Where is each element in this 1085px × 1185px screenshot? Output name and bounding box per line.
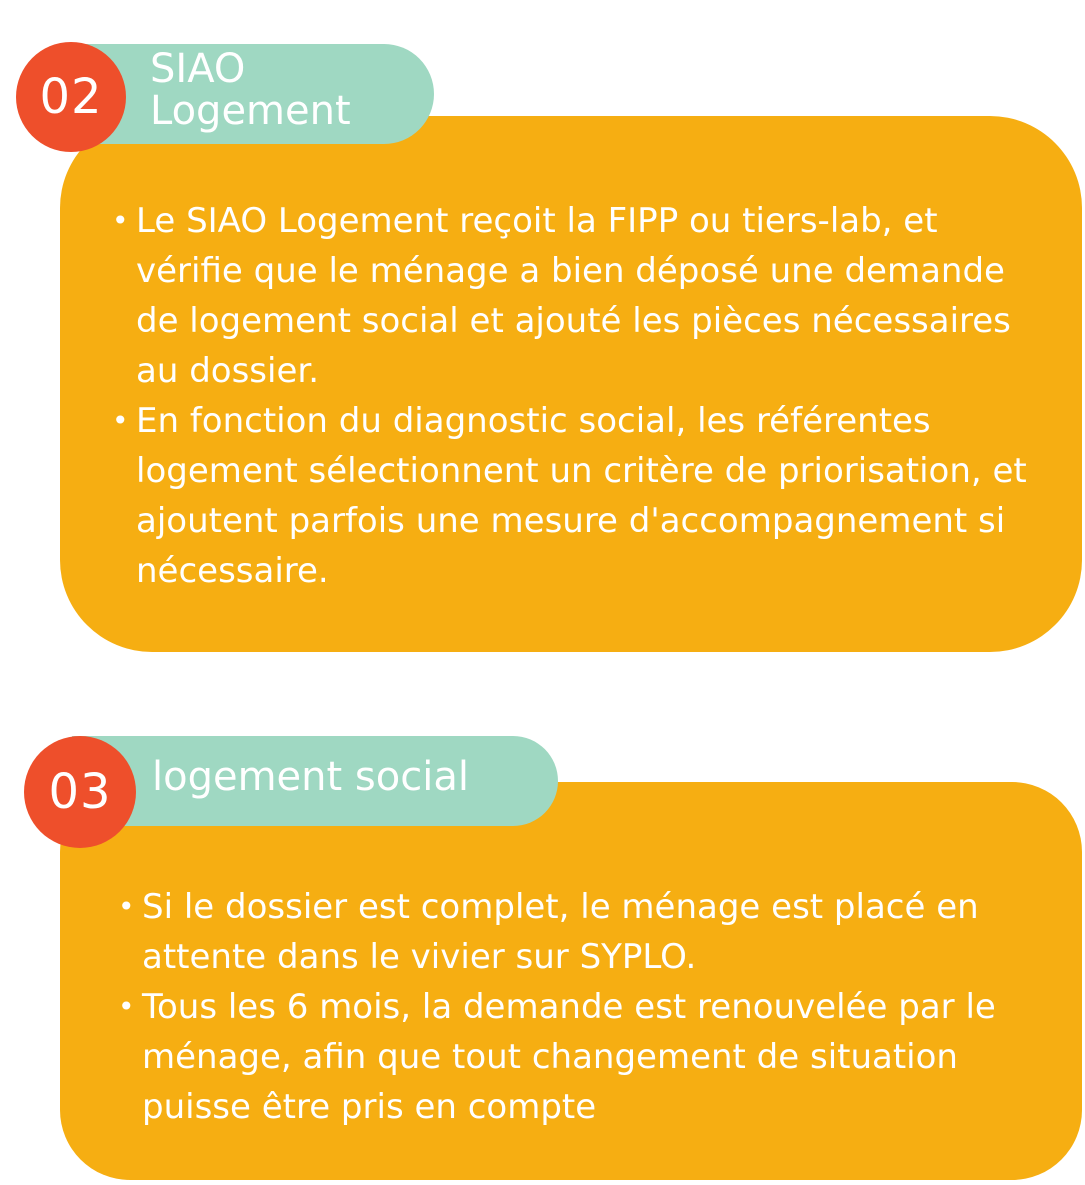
bullet-text: Le SIAO Logement reçoit la FIPP ou tiers-lab, et vérifie que le ménage a bien déposé une demande de logement social et ajouté les pièces nécessaires au dossier. [136, 201, 1011, 391]
bullet-icon: • [118, 890, 135, 923]
section-02-title-line2: Logement [150, 88, 351, 134]
bullet-text: En fonction du diagnostic social, les référentes logement sélectionnent un critère de priorisation, et ajoutent parfois une mesure d'accompagnement si nécessaire. [136, 401, 1027, 591]
list-item [112, 396, 1042, 596]
section-03-number-badge: 03 [24, 736, 136, 848]
section-02-title-line1: SIAO [150, 46, 246, 92]
list-item [118, 882, 1048, 982]
bullet-icon: • [112, 404, 129, 437]
section-03-bullet-list [118, 882, 1048, 1132]
bullet-icon: • [118, 990, 135, 1023]
section-02-bullet-list [112, 196, 1042, 596]
bullet-text: Tous les 6 mois, la demande est renouvelée par le ménage, afin que tout changement de situation puisse être pris en compte [142, 987, 996, 1127]
bullet-icon: • [112, 204, 129, 237]
section-02-number-badge: 02 [16, 42, 126, 152]
bullet-text: Si le dossier est complet, le ménage est placé en attente dans le vivier sur SYPLO. [142, 887, 979, 977]
section-02-title [150, 48, 351, 132]
list-item [112, 196, 1042, 396]
section-03-title: logement social [152, 754, 469, 800]
list-item [118, 982, 1048, 1132]
